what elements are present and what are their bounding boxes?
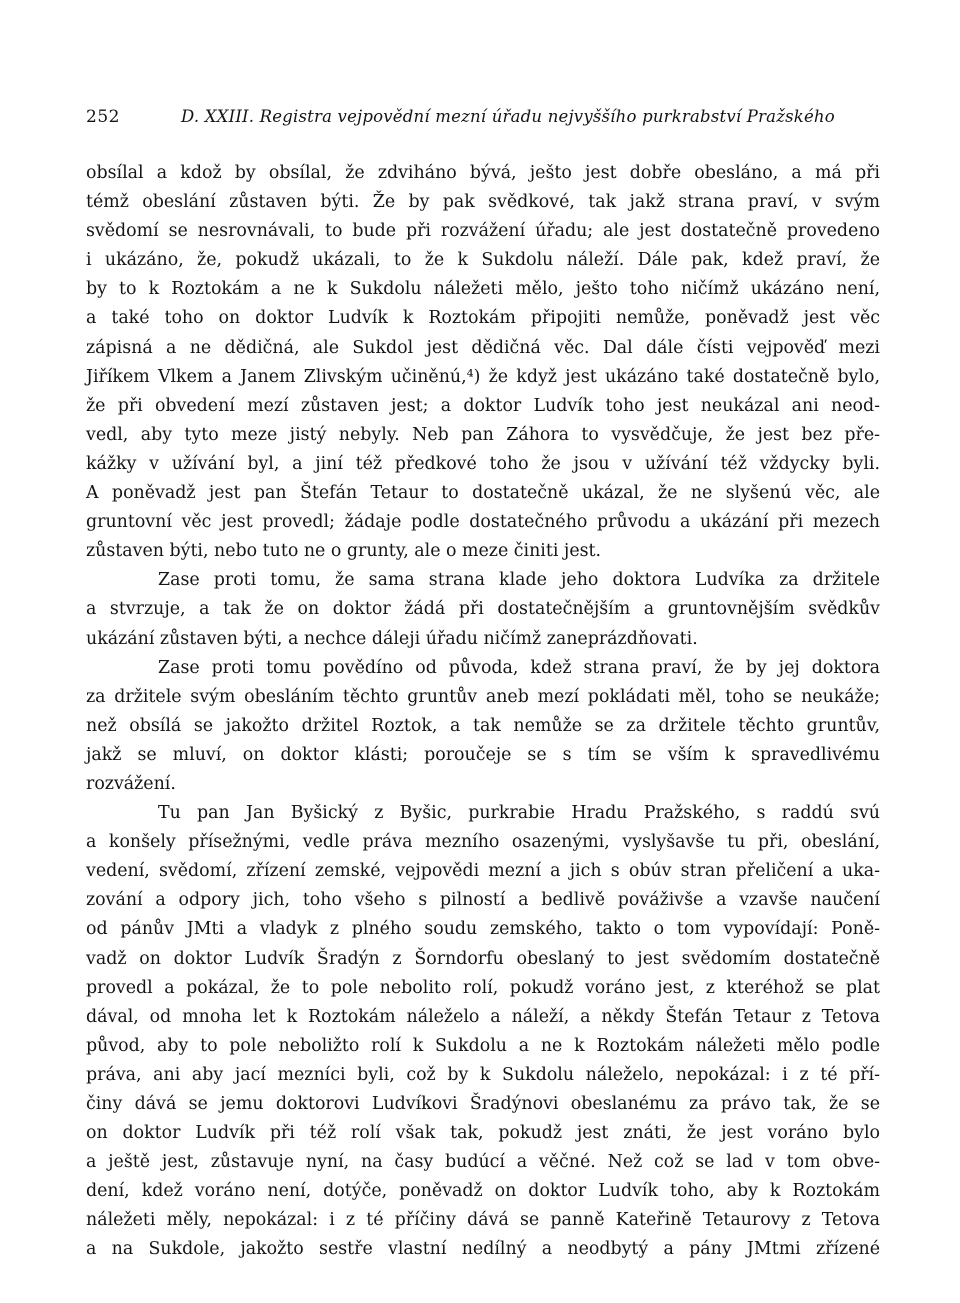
text-line: a na Sukdole, jakožto sestře vlastní nedílný a neodbytý a pány JMtmi zřízené [86, 1239, 880, 1260]
paragraph-start-line: Zase proti tomu povědíno od původa, kdež strana praví, že by jej doktora [158, 657, 880, 678]
text-line: než obsílá se jakožto držitel Roztok, a tak nemůže se za držitele těchto gruntův, [86, 715, 880, 736]
text-line: i ukázáno, že, pokudž ukázali, to že k Sukdolu náleží. Dále pak, kdež praví, že [86, 250, 880, 271]
paragraph-start-line: Tu pan Jan Byšický z Byšic, purkrabie Hradu Pražského, s raddú svú [158, 803, 880, 824]
text-line: zování a odpory jich, toho všeho s pilností a bedlivě pováživše a vzavše naučení [86, 890, 880, 911]
text-line: Jiříkem Vlkem a Janem Zlivským učiněnú,⁴) že když jest ukázáno také dostatečně bylo, [86, 366, 880, 387]
text-line: by to k Roztokám a ne k Sukdolu náležeti mělo, ješto toho ničímž ukázáno není, [86, 279, 880, 300]
text-line: vedl, aby tyto meze jistý nebyly. Neb pan Záhora to vysvědčuje, že jest bez pře- [86, 424, 880, 445]
body-text [86, 159, 880, 1265]
text-line: jakž se mluví, on doktor klásti; poroučeje se s tím se vším k spravedlivému [86, 744, 880, 765]
text-line: původ, aby to pole neboližto rolí k Sukdolu a ne k Roztokám náležeti mělo podle [86, 1035, 880, 1056]
text-line: práva, ani aby jací mezníci byli, což by k Sukdolu náleželo, nepokázal: i z té pří- [86, 1064, 880, 1085]
text-line: provedl a pokázal, že to pole nebolito rolí, pokudž voráno jest, z kteréhož se plat [86, 977, 880, 998]
text-line: dení, kdež voráno není, dotýče, poněvadž on doktor Ludvík toho, aby k Roztokám [86, 1181, 880, 1202]
text-line: a stvrzuje, a tak že on doktor žádá při dostatečnějším a gruntovnějším svědkův [86, 599, 880, 620]
text-line: a také toho on doktor Ludvík k Roztokám připojiti nemůže, poněvadž jest věc [86, 308, 880, 329]
text-line: vedení, svědomí, zřízení zemské, vejpovědi mezní a jich s obúv stran přeličení a uka- [86, 861, 880, 882]
text-line: a konšely přísežnými, vedle práva mezního osazenými, vyslyšavše tu při, obeslání, [86, 832, 880, 853]
text-line: za držitele svým obesláním těchto gruntův aneb mezí pokládati měl, toho se neukáže; [86, 686, 880, 707]
text-line: dával, od mnoha let k Roztokám náleželo a náleží, a někdy Štefán Tetaur z Tetova [86, 1006, 880, 1027]
text-line: vadž on doktor Ludvík Šradýn z Šorndorfu obeslaný to jest svědomím dostatečně [86, 948, 880, 969]
text-line: svědomí se nesrovnávali, to bude při rozvážení úřadu; ale jest dostatečně provedeno [86, 221, 880, 242]
text-line: ukázání zůstaven býti, a nechce dáleji úřadu ničímž zaneprázdňovati. [86, 628, 698, 649]
text-line: kážky v užívání byl, a jiní též předkové toho že jsou v užívání též vždycky byli. [86, 453, 880, 474]
text-line: zůstaven býti, nebo tuto ne o grunty, ale o meze činiti jest. [86, 541, 602, 562]
text-line: rozvážení. [86, 773, 176, 794]
paragraph-start-line: Zase proti tomu, že sama strana klade jeho doktora Ludvíka za držitele [158, 570, 880, 591]
text-line: témž obeslání zůstaven býti. Že by pak svědkové, tak jakž strana praví, v svým [86, 192, 880, 213]
text-line: obsílal a kdož by obsílal, že zdviháno bývá, ješto jest dobře obesláno, a má při [86, 163, 880, 183]
text-line: že při obvedení mezí zůstaven jest; a doktor Ludvík toho jest neukázal ani neod- [86, 395, 880, 416]
header-title: D. XXIII. Registra vejpovědní mezní úřadu nejvyššího purkrabství Pražského [181, 107, 835, 126]
text-line: náležeti měly, nepokázal: i z té příčiny dává se panně Kateřině Tetaurovy z Tetova [86, 1210, 880, 1231]
text-line: a ještě jest, zůstavuje nyní, na časy budúcí a věčné. Než což se lad v tom obve- [86, 1152, 880, 1173]
text-line: činy dává se jemu doktorovi Ludvíkovi Šradýnovi obeslanému za právo tak, že se [86, 1094, 880, 1114]
running-head [86, 105, 886, 129]
text-line: od pánův JMti a vladyk z plného soudu zemského, takto o tom vypovídají: Poně- [86, 919, 880, 940]
page-number: 252 [86, 107, 120, 127]
text-line: zápisná a ne dědičná, ale Sukdol jest dědičná věc. Dal dále čísti vejpověď mezi [86, 337, 880, 358]
text-line: on doktor Ludvík při též rolí však tak, pokudž jest znáti, že jest voráno bylo [86, 1123, 880, 1144]
text-line: gruntovní věc jest provedl; žádaje podle dostatečného průvodu a ukázání při mezech [86, 512, 880, 533]
text-line: A poněvadž jest pan Štefán Tetaur to dostatečně ukázal, že ne slyšenú věc, ale [86, 483, 880, 504]
